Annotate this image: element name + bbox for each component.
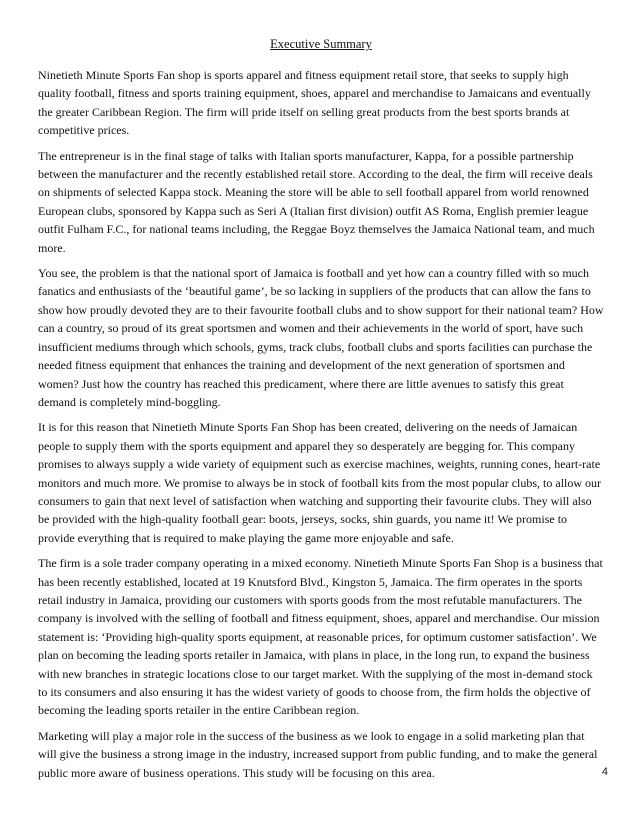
paragraph-solution: It is for this reason that Ninetieth Minute Sports Fan Shop has been created, delivering on the needs of Jamaican people to supply them with the sports equipment and apparel they so desperately are begging for. This company promises to always supply a wide variety of equipment such as exercise machines, weights, running cones, heart-rate monitors and much more. We promise to always be in stock of football kits from the most popular clubs, to allow our consumers to gain that next level of satisfaction when watching and supporting their favourite clubs. They will also be provided with the high-quality football gear: boots, jerseys, socks, shin guards, you name it! We promise to provide everything that is required to make playing the game more enjoyable and safe.: [38, 420, 602, 545]
paragraph-problem-statement: You see, the problem is that the national sport of Jamaica is football and yet how can a country filled with so much fanatics and enthusiasts of the ‘beautiful game’, be so lacking in suppliers of the products that can allow the fans to show how proudly devoted they are to their favourite football clubs and to show support for their national team? How can a country, so proud of its great sportsmen and women and their achievements in the world of sport, have such insufficient mediums through which schools, gyms, track clubs, football clubs and sports facilities can purchase the needed fitness equipment that enhances the training and development of the next generation of sportsmen and women? Just how the country has reached this predicament, where there are little avenues to satisfy this great demand is completely mind-boggling.: [38, 266, 604, 409]
paragraph-kappa-partnership: The entrepreneur is in the final stage of talks with Italian sports manufacturer, Kappa, for a possible partnership between the manufacturer and the recently established retail store. According to the deal, the firm will receive deals on shipments of selected Kappa stock. Meaning the store will be able to sell football apparel from world renowned European clubs, sponsored by Kappa such as Seri A (Italian first division) outfit AS Roma, English premier league outfit Fulham F.C., for national teams including, the Reggae Boyz themselves the Jamaica National team, and much more.: [38, 148, 595, 255]
paragraph-marketing: Marketing will play a major role in the success of the business as we look to engage in a solid marketing plan that will give the business a strong image in the industry, increased support from public funding, and to make the general public more aware of business operations. This study will be focusing on this area.: [38, 728, 598, 780]
paragraph-company-overview: Ninetieth Minute Sports Fan shop is sports apparel and fitness equipment retail store, that seeks to supply high quality football, fitness and sports training equipment, shoes, apparel and merchandise to Jamaicans and eventually the greater Caribbean Region. The firm will pride itself on selling great products from the best sports brands at competitive prices.: [38, 68, 591, 138]
page-number: 4: [601, 766, 608, 778]
paragraph-business-description: The firm is a sole trader company operating in a mixed economy. Ninetieth Minute Sports Fan Shop is a business that has been recently established, located at 19 Knutsford Blvd., Kingston 5, Jamaica. The firm operates in the sports retail industry in Jamaica, providing our customers with sports goods from the most refutable manufacturers. The company is involved with the selling of football and fitness equipment, shoes, apparel and merchandise. Our mission statement is: ‘Providing high-quality sports equipment, at reasonable prices, for optimum customer satisfaction’. We plan on becoming the leading sports retailer in Jamaica, with plans in place, in the long run, to expand the business with new branches in strategic locations close to our target market. With the supplying of the most in-demand stock to its consumers and also ensuring it has the widest variety of goods to choose from, the firm holds the objective of becoming the leading sports retailer in the entire Caribbean region.: [38, 556, 603, 718]
page-title: Executive Summary: [270, 37, 372, 51]
